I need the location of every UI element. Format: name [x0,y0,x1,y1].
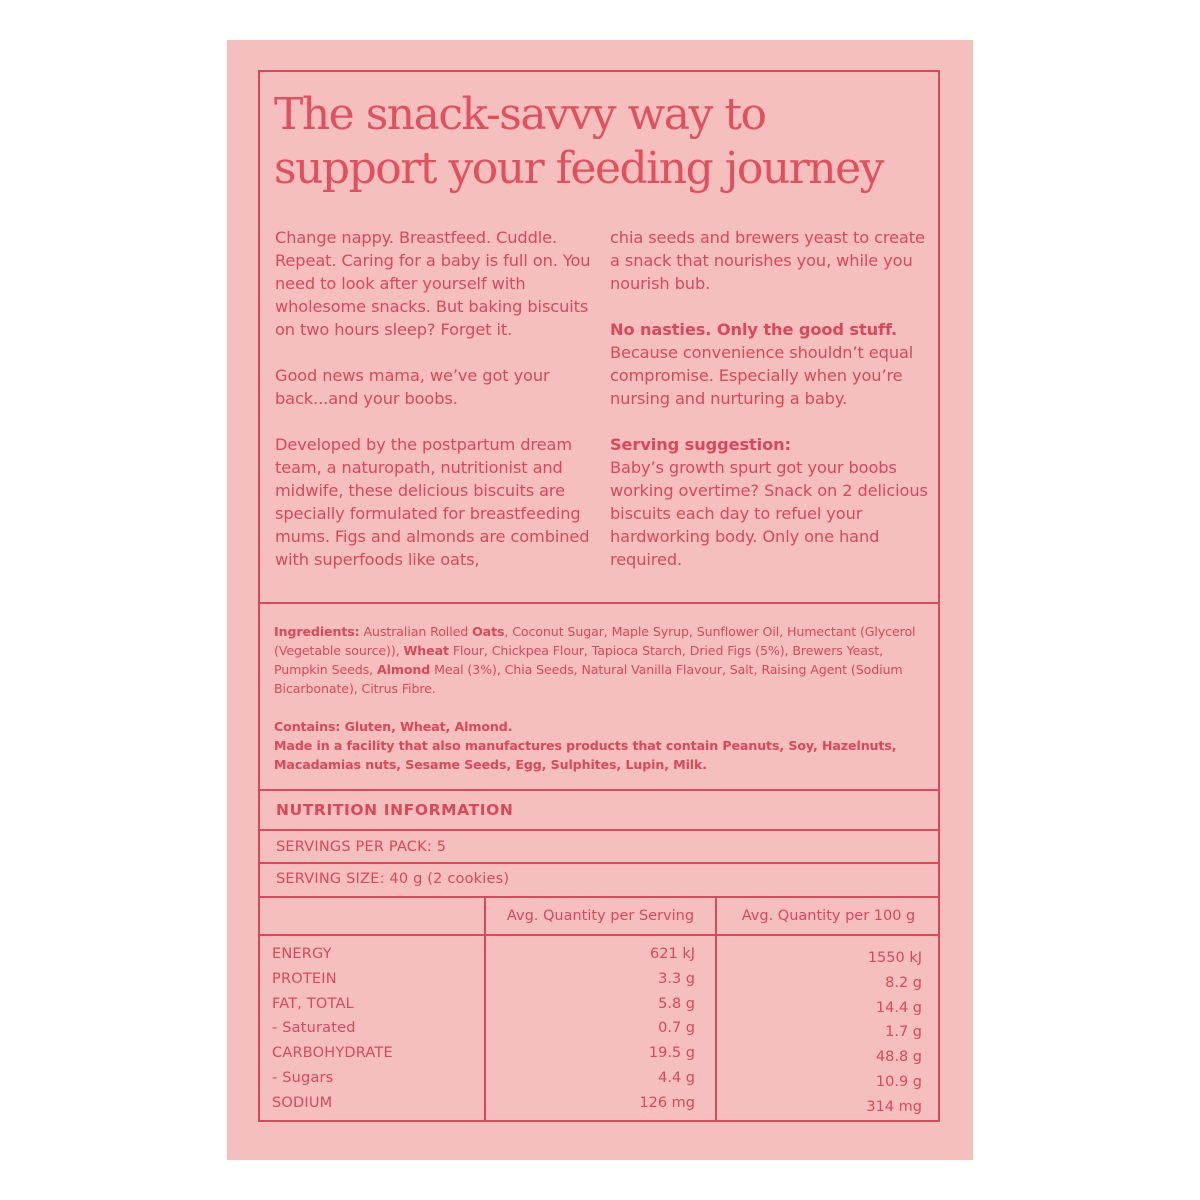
ingredients-label: Ingredients: [274,624,360,639]
right-text-column [610,226,935,594]
no-nasties-paragraph [610,318,935,410]
per-100g-value: 8.2 g [885,974,922,991]
headline-line-2: support your feeding journey [274,143,883,194]
ingredients-block [274,622,919,774]
divider [258,789,940,791]
per-100g-value: 14.4 g [875,999,922,1016]
divider [258,896,940,898]
allergen-almond: Almond [376,662,431,677]
ingredients-list [274,622,919,698]
nutrient-label: - Saturated [272,1020,356,1037]
contains-statement: Contains: Gluten, Wheat, Almond. [274,719,513,734]
facility-statement: Made in a facility that also manufactures products that contain Peanuts, Soy, Hazelnuts, Macadamias nuts, Sesame Seeds, Egg, Sulphites, Lupin, Milk. [274,738,897,772]
left-text-column [275,226,600,594]
per-100g-value: 48.8 g [875,1049,922,1066]
allergen-oats: Oats [472,624,505,639]
allergen-wheat: Wheat [403,643,449,658]
column-header-serving: Avg. Quantity per Serving [506,908,695,924]
per-100g-value: 314 mg [866,1098,922,1115]
ingredients-text: Flour, Chickpea Flour, Tapioca Starch, Dried Figs (5%), Brewers Yeast, Pumpkin Seeds, [274,643,884,677]
column-header-100g: Avg. Quantity per 100 g [741,908,916,924]
per-serving-value: 0.7 g [658,1020,695,1037]
ingredients-text: Meal (3%), Chia Seeds, Natural Vanilla Flavour, Salt, Raising Agent (Sodium Bicarbonate), Citrus Fibre. [274,662,903,696]
chia-paragraph: chia seeds and brewers yeast to create a snack that nourishes you, while you nourish bub. [610,228,925,293]
per-serving-value: 5.8 g [658,995,695,1012]
divider [258,862,940,864]
headline-line-1: The snack-savvy way to [274,89,766,140]
intro-paragraph: Change nappy. Breastfeed. Cuddle. Repeat. Caring for a baby is full on. You need to look after yourself with wholesome snacks. But baking biscuits on two hours sleep? Forget it. [275,228,591,339]
per-serving-value: 3.3 g [658,970,695,987]
per-serving-value: 19.5 g [648,1045,695,1062]
column-divider [715,898,717,1122]
divider [258,829,940,831]
per-100g-value: 1.7 g [885,1024,922,1041]
nutrition-title: NUTRITION INFORMATION [276,801,514,819]
no-nasties-heading: No nasties. Only the good stuff. [610,320,898,339]
divider [258,602,940,604]
column-divider [484,898,486,1122]
divider [258,934,940,936]
serving-suggestion-paragraph [610,433,935,571]
per-serving-value: 126 mg [639,1094,695,1111]
serving-suggestion-body: Baby’s growth spurt got your boobs working overtime? Snack on 2 delicious biscuits each day to refuel your hardworking body. Only one hand required. [610,458,928,569]
nutrient-label: - Sugars [272,1070,334,1086]
per-serving-value: 621 kJ [650,946,695,962]
ingredients-text: Australian Rolled [359,624,473,639]
per-100g-value: 10.9 g [875,1074,922,1090]
per-100g-value: 1550 kJ [867,950,922,966]
nutrient-label: CARBOHYDRATE [272,1045,393,1062]
servings-per-pack: SERVINGS PER PACK: 5 [276,839,447,855]
per-serving-value: 4.4 g [658,1070,695,1086]
nutrient-label: SODIUM [272,1094,333,1111]
no-nasties-body: Because convenience shouldn’t equal compromise. Especially when you’re nursing and nurturing a baby. [610,343,914,408]
nutrient-label: PROTEIN [272,970,337,987]
nutrient-label: ENERGY [272,946,332,962]
headline [274,88,924,196]
serving-suggestion-heading: Serving suggestion: [610,435,791,454]
serving-size: SERVING SIZE: 40 g (2 cookies) [276,871,510,887]
ingredients-text: , Coconut Sugar, Maple Syrup, Sunflower Oil, Humectant (Glycerol (Vegetable source)), [274,624,916,658]
nutrient-label: FAT, TOTAL [272,995,354,1012]
good-news-paragraph: Good news mama, we’ve got your back...and your boobs. [275,366,550,408]
developed-paragraph: Developed by the postpartum dream team, a naturopath, nutritionist and midwife, these delicious biscuits are specially formulated for breastfeeding mums. Figs and almonds are combined with superfoods like oats, [275,435,590,569]
